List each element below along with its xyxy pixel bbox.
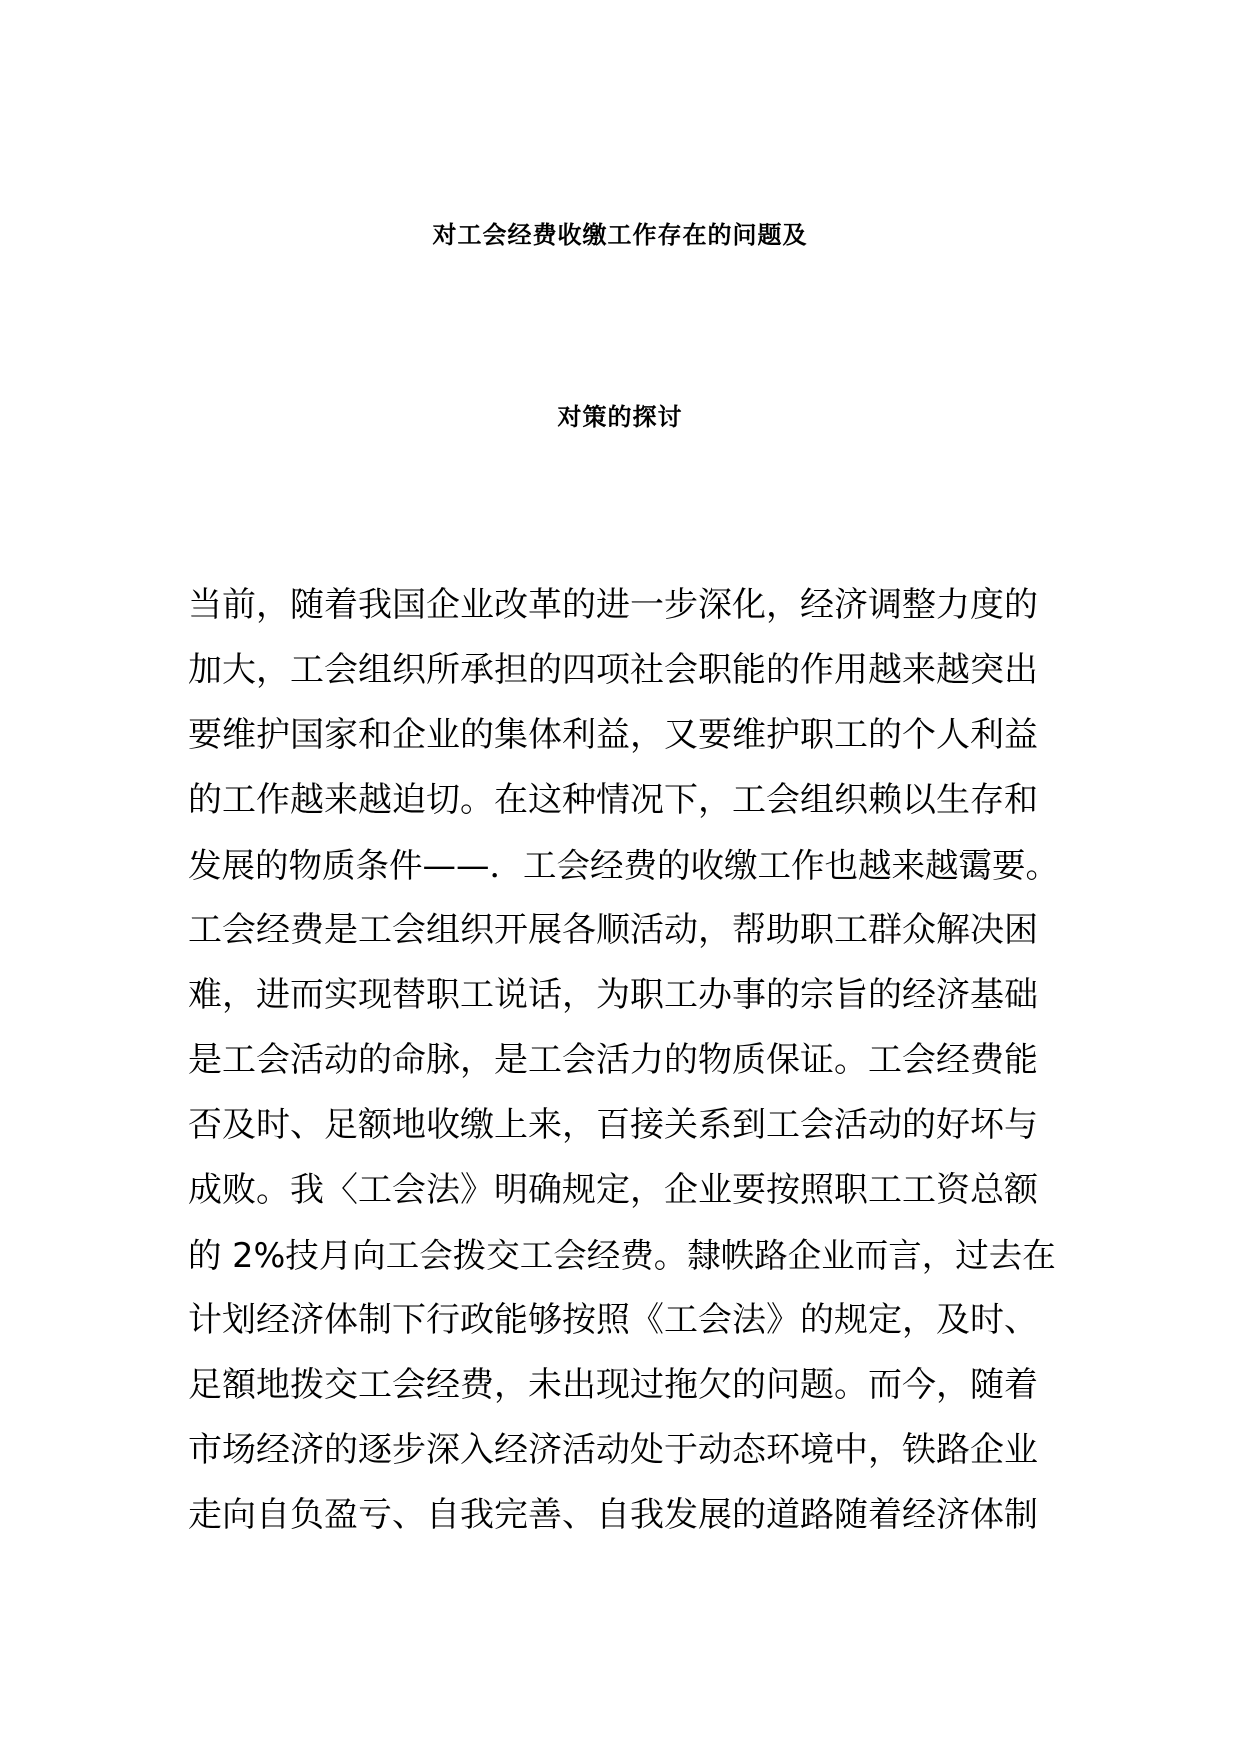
body-line-11: 的 2%技月向工会拨交工会经费。隸帙路企业而言，过去在 (188, 1236, 1056, 1275)
body-line-2: 加大，工会组织所承担的四项社会职能的作用越来越突出 (188, 650, 1038, 690)
document-title-line-2: 对策的探讨 (557, 403, 683, 431)
body-line-9: 否及时、足额地收缴上来，百接关系到工会活动的好坏与 (188, 1105, 1038, 1145)
body-line-5: 发展的物质条件——．工会经费的收缴工作也越来越霭要。 (188, 846, 1059, 885)
body-line-6: 工会经费是工会组织开展各顺活动，帮助职工群众解决困 (188, 910, 1038, 950)
body-line-7: 难，进而实现替职工说话，为职工办事的宗旨的经济基础 (188, 975, 1038, 1015)
body-line-1: 当前，随着我国企业改革的进一步深化，经济调整力度的 (188, 585, 1038, 625)
body-line-10: 成败。我〈工会法》明确规定，企业要按照职工工资总额 (188, 1170, 1038, 1210)
document-title-line-1: 对工会经费收缴工作存在的问题及 (432, 221, 808, 249)
body-line-13: 足額地拨交工会经费，未出现过拖欠的问题。而今，随着 (188, 1365, 1038, 1405)
body-line-12: 计划经济体制下行政能够按照《工会法》的规定，及时、 (188, 1300, 1038, 1340)
body-line-3: 要维护国家和企业的集体利益，又要维护职工的个人利益 (188, 715, 1038, 755)
body-line-15: 走向自负盈亏、自我完善、自我发展的道路随着经济体制 (188, 1495, 1038, 1535)
body-line-8: 是工会活动的命脉，是工会活力的物质保证。工会经费能 (188, 1040, 1038, 1080)
body-line-14: 市场经济的逐步深入经济活动处于动态环境中，铁路企业 (188, 1430, 1038, 1470)
body-paragraph (188, 573, 1068, 1548)
body-line-4: 的工作越来越迫切。在这种情况下，工会组织赖以生存和 (188, 780, 1038, 820)
